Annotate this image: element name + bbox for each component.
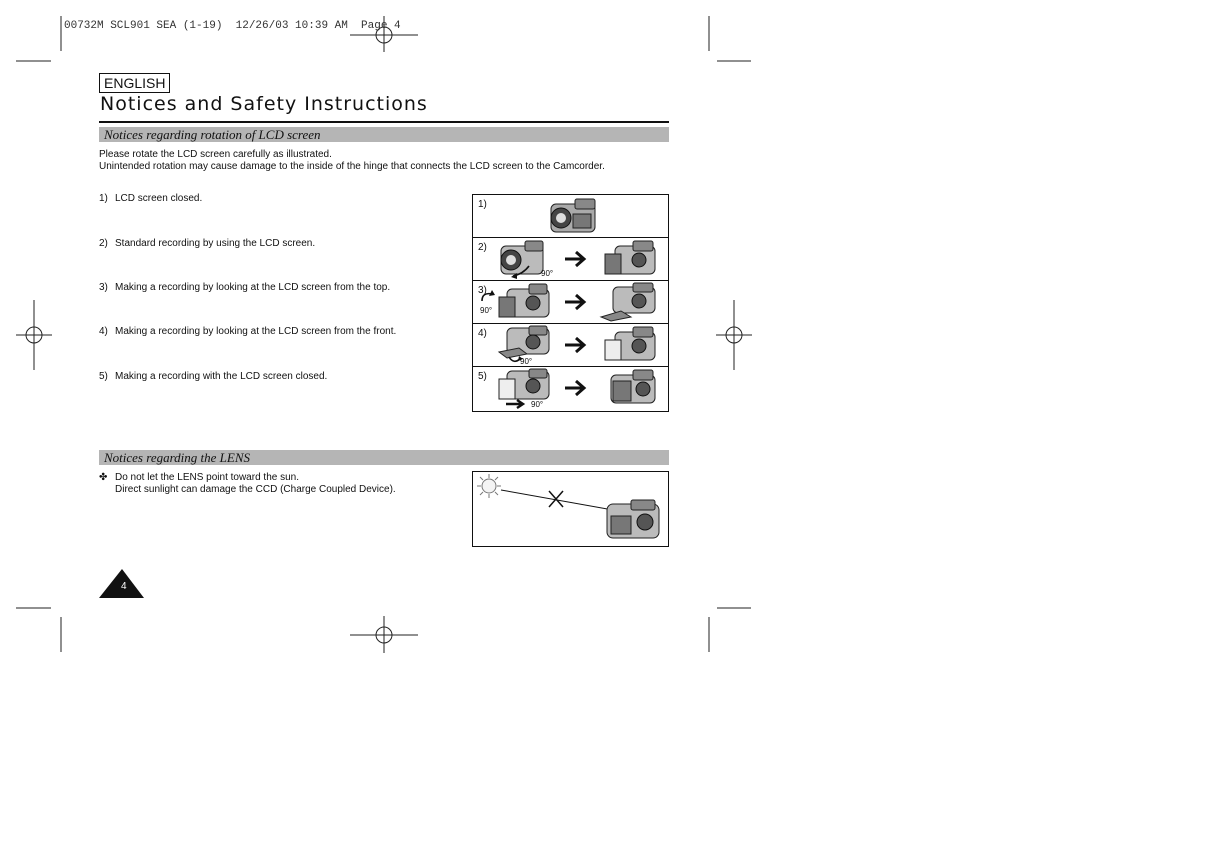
camcorder-icon bbox=[607, 369, 659, 409]
step-5 bbox=[99, 371, 327, 382]
figure-panel-4 bbox=[473, 324, 668, 367]
right-arrow-icon bbox=[563, 336, 589, 354]
language-badge: ENGLISH bbox=[99, 73, 170, 93]
lens-section-heading-bar bbox=[99, 450, 669, 465]
step-text: Standard recording by using the LCD screen. bbox=[115, 238, 316, 249]
step-number: 1) bbox=[99, 193, 108, 204]
sun-warning-illustration bbox=[473, 472, 668, 546]
right-arrow-icon bbox=[505, 399, 527, 409]
figure-label: 2) bbox=[478, 242, 487, 253]
camcorder-icon bbox=[497, 326, 553, 358]
sun-warning-figure bbox=[472, 471, 669, 547]
lcd-intro-line-1: Please rotate the LCD screen carefully as illustrated. bbox=[99, 149, 332, 160]
angle-label: 90° bbox=[541, 269, 554, 278]
figure-panel-5 bbox=[473, 367, 668, 410]
right-arrow-icon bbox=[563, 293, 589, 311]
step-1 bbox=[99, 193, 202, 204]
camcorder-icon bbox=[497, 369, 553, 401]
lens-section-heading: Notices regarding the LENS bbox=[104, 450, 251, 465]
camcorder-icon bbox=[607, 500, 659, 538]
step-number: 3) bbox=[99, 282, 108, 293]
lcd-intro bbox=[99, 149, 605, 172]
lcd-section-heading-bar bbox=[99, 127, 669, 142]
step-text: Making a recording by looking at the LCD screen from the top. bbox=[115, 282, 391, 293]
step-number: 4) bbox=[99, 326, 108, 337]
right-arrow-icon bbox=[563, 250, 589, 268]
step-3 bbox=[99, 282, 390, 293]
angle-label: 90° bbox=[531, 400, 544, 409]
lens-notice bbox=[99, 472, 396, 495]
figure-label: 3) bbox=[478, 285, 487, 296]
step-text: LCD screen closed. bbox=[115, 193, 203, 204]
lcd-section-heading: Notices regarding rotation of LCD screen bbox=[104, 127, 321, 142]
page-title: Notices and Safety Instructions bbox=[100, 93, 428, 115]
step-number: 5) bbox=[99, 371, 108, 382]
bullet-icon: ✤ bbox=[99, 472, 108, 483]
lcd-intro-line-2: Unintended rotation may cause damage to the inside of the hinge that connects the LCD screen to the Camcorder. bbox=[99, 160, 605, 172]
figure-panel-1 bbox=[473, 195, 668, 238]
camcorder-icon bbox=[545, 198, 601, 236]
angle-label: 90° bbox=[480, 306, 493, 315]
sun-icon bbox=[477, 474, 501, 498]
lcd-rotation-figure bbox=[472, 194, 669, 412]
figure-panel-3 bbox=[473, 281, 668, 324]
figure-label: 4) bbox=[478, 328, 487, 339]
title-rule bbox=[99, 121, 669, 123]
page-number: 4 bbox=[121, 581, 127, 592]
step-4 bbox=[99, 326, 396, 337]
step-text: Making a recording by looking at the LCD screen from the front. bbox=[115, 326, 397, 337]
camcorder-icon bbox=[601, 283, 659, 323]
step-2 bbox=[99, 238, 315, 249]
print-slug: 00732M SCL901 SEA (1-19) 12/26/03 10:39 AM Page 4 bbox=[64, 20, 401, 32]
camcorder-icon bbox=[497, 283, 553, 323]
step-number: 2) bbox=[99, 238, 108, 249]
figure-label: 1) bbox=[478, 199, 487, 210]
figure-panel-2 bbox=[473, 238, 668, 281]
camcorder-icon bbox=[603, 326, 659, 366]
lens-notice-line-1: Do not let the LENS point toward the sun. bbox=[115, 472, 299, 483]
figure-label: 5) bbox=[478, 371, 487, 382]
right-arrow-icon bbox=[563, 379, 589, 397]
rotate-arrow-icon bbox=[479, 289, 495, 303]
camcorder-icon bbox=[603, 240, 659, 280]
step-text: Making a recording with the LCD screen closed. bbox=[115, 371, 328, 382]
angle-label: 90° bbox=[520, 357, 533, 366]
lens-notice-line-2: Direct sunlight can damage the CCD (Charge Coupled Device). bbox=[115, 483, 396, 495]
